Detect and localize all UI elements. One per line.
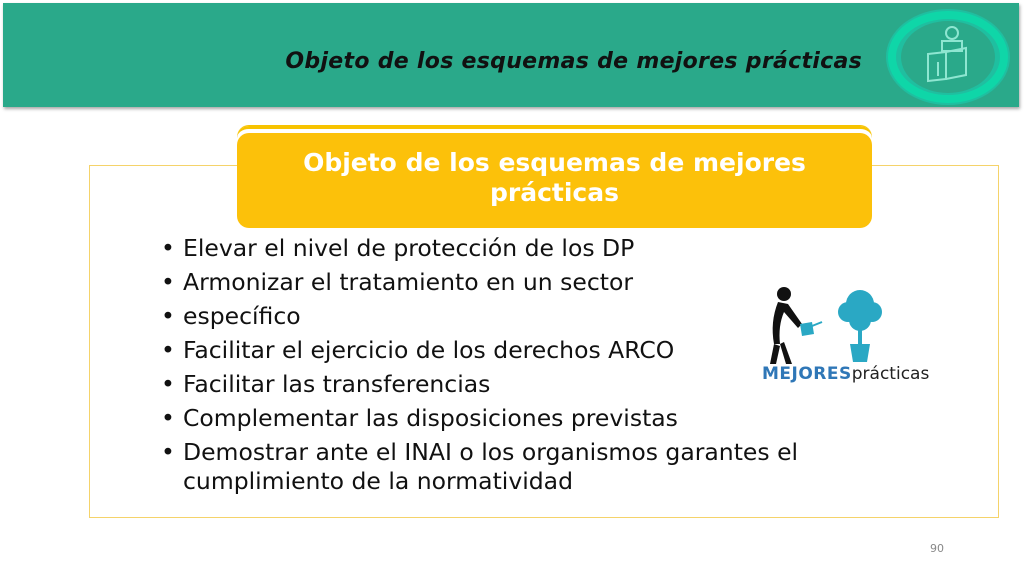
- page-number: 90: [930, 542, 944, 555]
- section-header-title: Objeto de los esquemas de mejores prácticas: [303, 147, 806, 207]
- bullet-item: • Facilitar el ejercicio de los derechos ARCO: [161, 336, 861, 365]
- bullet-item: • Complementar las disposiciones previstas: [161, 404, 861, 433]
- bullet-item: • Elevar el nivel de protección de los DP: [161, 234, 861, 263]
- bullet-item: • Demostrar ante el INAI o los organismos garantes el cumplimiento de la normatividad: [161, 438, 861, 496]
- gardener-watering-tree-icon: [762, 282, 902, 364]
- bullet-item: • Facilitar las transferencias: [161, 370, 861, 399]
- slide-title: Objeto de los esquemas de mejores prácticas: [285, 49, 862, 74]
- mejores-practicas-logo: [722, 256, 967, 406]
- bullet-item: • Armonizar el tratamiento en un sector: [161, 268, 861, 297]
- logo-word-practicas: prácticas: [851, 364, 930, 384]
- logo-text: [762, 364, 929, 384]
- bullet-item: • específico: [161, 302, 861, 331]
- logo-word-mejores: MEJORES: [762, 364, 852, 384]
- book-person-icon: [872, 2, 1020, 108]
- section-header: [237, 133, 872, 228]
- title-banner: [3, 3, 1019, 107]
